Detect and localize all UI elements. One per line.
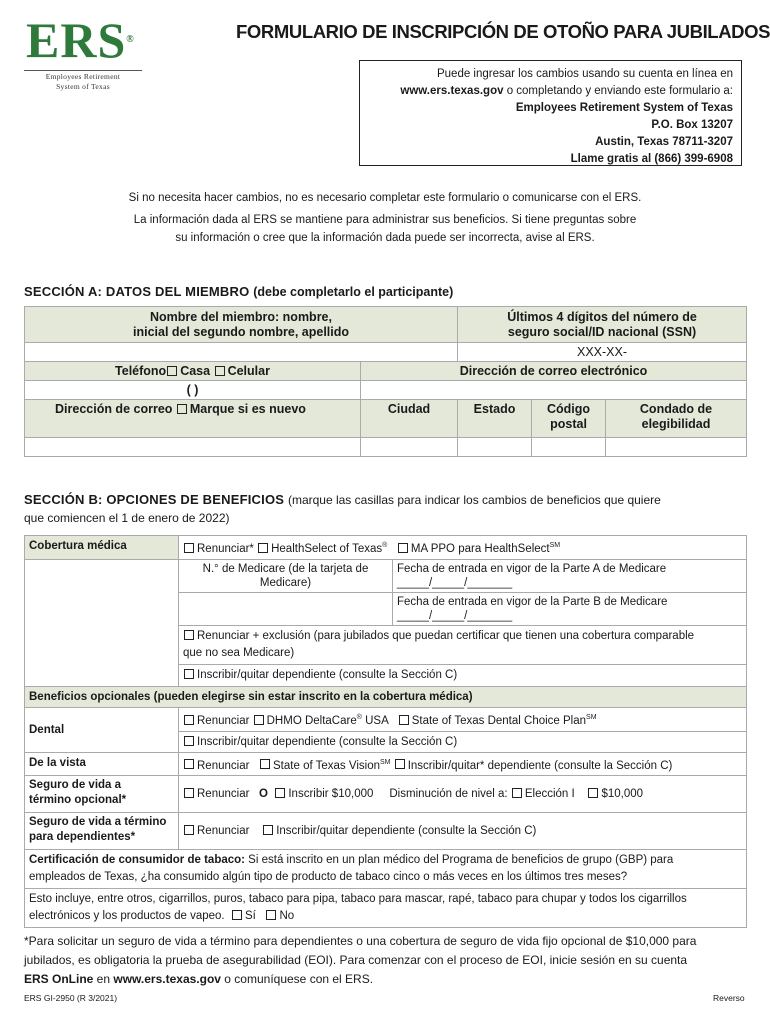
optional-life-label: Seguro de vida a término opcional* [25,776,179,813]
ers-online-link[interactable]: ERS OnLine [24,972,94,986]
tobacco-yes-checkbox[interactable] [232,910,242,920]
medical-coverage-label: Cobertura médica [25,536,179,560]
intro-text-1: Si no necesita hacer cambios, no es necesario completar este formulario o comunicarse con el ERS. [128,192,642,204]
phone-cell-checkbox[interactable] [215,366,225,376]
life-enroll-checkbox[interactable] [275,788,285,798]
medical-blank-cell [25,559,179,686]
reverse-label: Reverso [713,993,745,1003]
dependent-life-options: Renunciar Inscribir/quitar dependiente (consulte la Sección C) [179,813,747,850]
city-header: Ciudad [361,400,458,438]
zip-field[interactable] [532,438,606,457]
phone-field[interactable]: ( ) [25,381,361,400]
city-zip: Austin, Texas 78711-3207 [595,136,733,148]
medicare-number-field[interactable] [179,592,393,625]
contact-line: o completando y enviando este formulario a: [503,85,733,97]
mail-address-field[interactable] [25,438,361,457]
vision-dependent-checkbox[interactable] [395,759,405,769]
contact-line: Puede ingresar los cambios usando su cuenta en línea en [436,68,733,80]
deplife-enroll-checkbox[interactable] [263,825,273,835]
contact-box [359,60,742,166]
state-field[interactable] [458,438,532,457]
email-field[interactable] [361,381,747,400]
dependent-life-label: Seguro de vida a término para dependientes* [25,813,179,850]
member-data-table [24,306,747,457]
tobacco-no-checkbox[interactable] [266,910,276,920]
healthselect-checkbox[interactable] [258,543,268,553]
section-a-title: SECCIÓN A: DATOS DEL MIEMBRO (debe completarlo el participante) [24,284,454,299]
med-waive-checkbox[interactable] [184,543,194,553]
form-title: FORMULARIO DE INSCRIPCIÓN DE OTOÑO PARA JUBILADOS [236,21,770,42]
life-10000-checkbox[interactable] [588,788,598,798]
medical-options: Renunciar* HealthSelect of Texas® MA PPO para HealthSelect℠ [179,536,747,560]
optional-benefits-header: Beneficios opcionales (pueden elegirse sin estar inscrito en la cobertura médica) [25,686,747,707]
eoi-footnote: *Para solicitar un seguro de vida a término para dependientes o una cobertura de seguro de vida fijo opcional de $10,000 para jubilados, es obligatoria la prueba de asegurabilidad (EOI). Para comenzar con el proceso de EOI, inicie sesión en su cuenta ERS OnLine en www.ers.texas.gov o comuníquese con el ERS. [24,934,697,986]
benefits-table [24,535,747,928]
dental-options: Renunciar DHMO DeltaCare® USA State of Texas Dental Choice Plan℠ [179,707,747,731]
email-header: Dirección de correo electrónico [361,362,747,381]
part-b-date-field[interactable]: Fecha de entrada en vigor de la Parte B de Medicare _____/_____/_______ [393,592,747,625]
dhmo-checkbox[interactable] [254,715,264,725]
mail-address-header: Dirección de correo Marque si es nuevo [25,400,361,438]
medical-dependent-option: Inscribir/quitar dependiente (consulte la Sección C) [179,664,747,686]
form-number: ERS GI-2950 (R 3/2021) [24,993,118,1003]
deplife-waive-checkbox[interactable] [184,825,194,835]
phone-line: Llame gratis al (866) 399-6908 [570,153,733,165]
name-field[interactable] [25,343,458,362]
tobacco-products-note: Esto incluye, entre otros, cigarrillos, puros, tabaco para pipa, tabaco para mascar, rapé, tabaco para chupar y todos los cigarrillos electrónicos y los productos de vapeo. Sí No [25,889,747,928]
dental-choice-checkbox[interactable] [399,715,409,725]
city-field[interactable] [361,438,458,457]
vision-label: De la vista [25,752,179,776]
county-header: Condado de elegibilidad [606,400,747,438]
org-name: Employees Retirement System of Texas [515,102,733,114]
state-vision-checkbox[interactable] [260,759,270,769]
intro-text-2a: La información dada al ERS se mantiene para administrar sus beneficios. Si tiene preguntas sobre [133,214,637,226]
ssn-field[interactable]: XXX-XX- [458,343,747,362]
vision-waive-checkbox[interactable] [184,759,194,769]
dental-waive-checkbox[interactable] [184,715,194,725]
medical-dependent-checkbox[interactable] [184,669,194,679]
part-a-date-field[interactable]: Fecha de entrada en vigor de la Parte A de Medicare _____/_____/_______ [393,559,747,592]
tobacco-certification: Certificación de consumidor de tabaco: Si está inscrito en un plan médico del Programa de beneficios de grupo (GBP) para empleados de Texas, ¿ha consumido algún tipo de producto de tabaco cinco o más veces en los últimos tres meses? [25,850,747,889]
phone-header: Teléfono Casa Celular [25,362,361,381]
website-link[interactable]: www.ers.texas.gov [400,85,504,97]
optional-life-options: Renunciar O Inscribir $10,000 Disminución de nivel a: Elección I $10,000 [179,776,747,813]
ma-ppo-checkbox[interactable] [398,543,408,553]
dental-dependent-checkbox[interactable] [184,736,194,746]
state-header: Estado [458,400,532,438]
county-field[interactable] [606,438,747,457]
po-box: P.O. Box 13207 [651,119,733,131]
life-waive-checkbox[interactable] [184,788,194,798]
phone-home-checkbox[interactable] [167,366,177,376]
ers-logo: ERS® [26,12,135,68]
new-address-checkbox[interactable] [177,404,187,414]
name-header: Nombre del miembro: nombre, inicial del segundo nombre, apellido [25,307,458,343]
ssn-header: Últimos 4 dígitos del número de seguro social/ID nacional (SSN) [458,307,747,343]
medicare-number-label: N.° de Medicare (de la tarjeta de Medicare) [179,559,393,592]
intro-text-2b: su información o cree que la información dada puede ser incorrecta, avise al ERS. [175,232,595,244]
zip-header: Código postal [532,400,606,438]
waive-exclusion-option: Renunciar + exclusión (para jubilados que puedan certificar que tienen una cobertura comparable que no sea Medicare) [179,625,747,664]
dental-label: Dental [25,707,179,752]
section-b-title: SECCIÓN B: OPCIONES DE BENEFICIOS (marque las casillas para indicar los cambios de beneficios que quiere que comiencen el 1 de enero de 2022) [24,492,661,525]
vision-options: Renunciar State of Texas Vision℠ Inscribir/quitar* dependiente (consulte la Sección C) [179,752,747,776]
dental-dependent-option: Inscribir/quitar dependiente (consulte la Sección C) [179,731,747,752]
life-choice-i-checkbox[interactable] [512,788,522,798]
footnote-website-link[interactable]: www.ers.texas.gov [113,972,221,986]
waive-exclusion-checkbox[interactable] [184,630,194,640]
ers-logo-subtitle: Employees Retirement System of Texas [24,70,142,92]
